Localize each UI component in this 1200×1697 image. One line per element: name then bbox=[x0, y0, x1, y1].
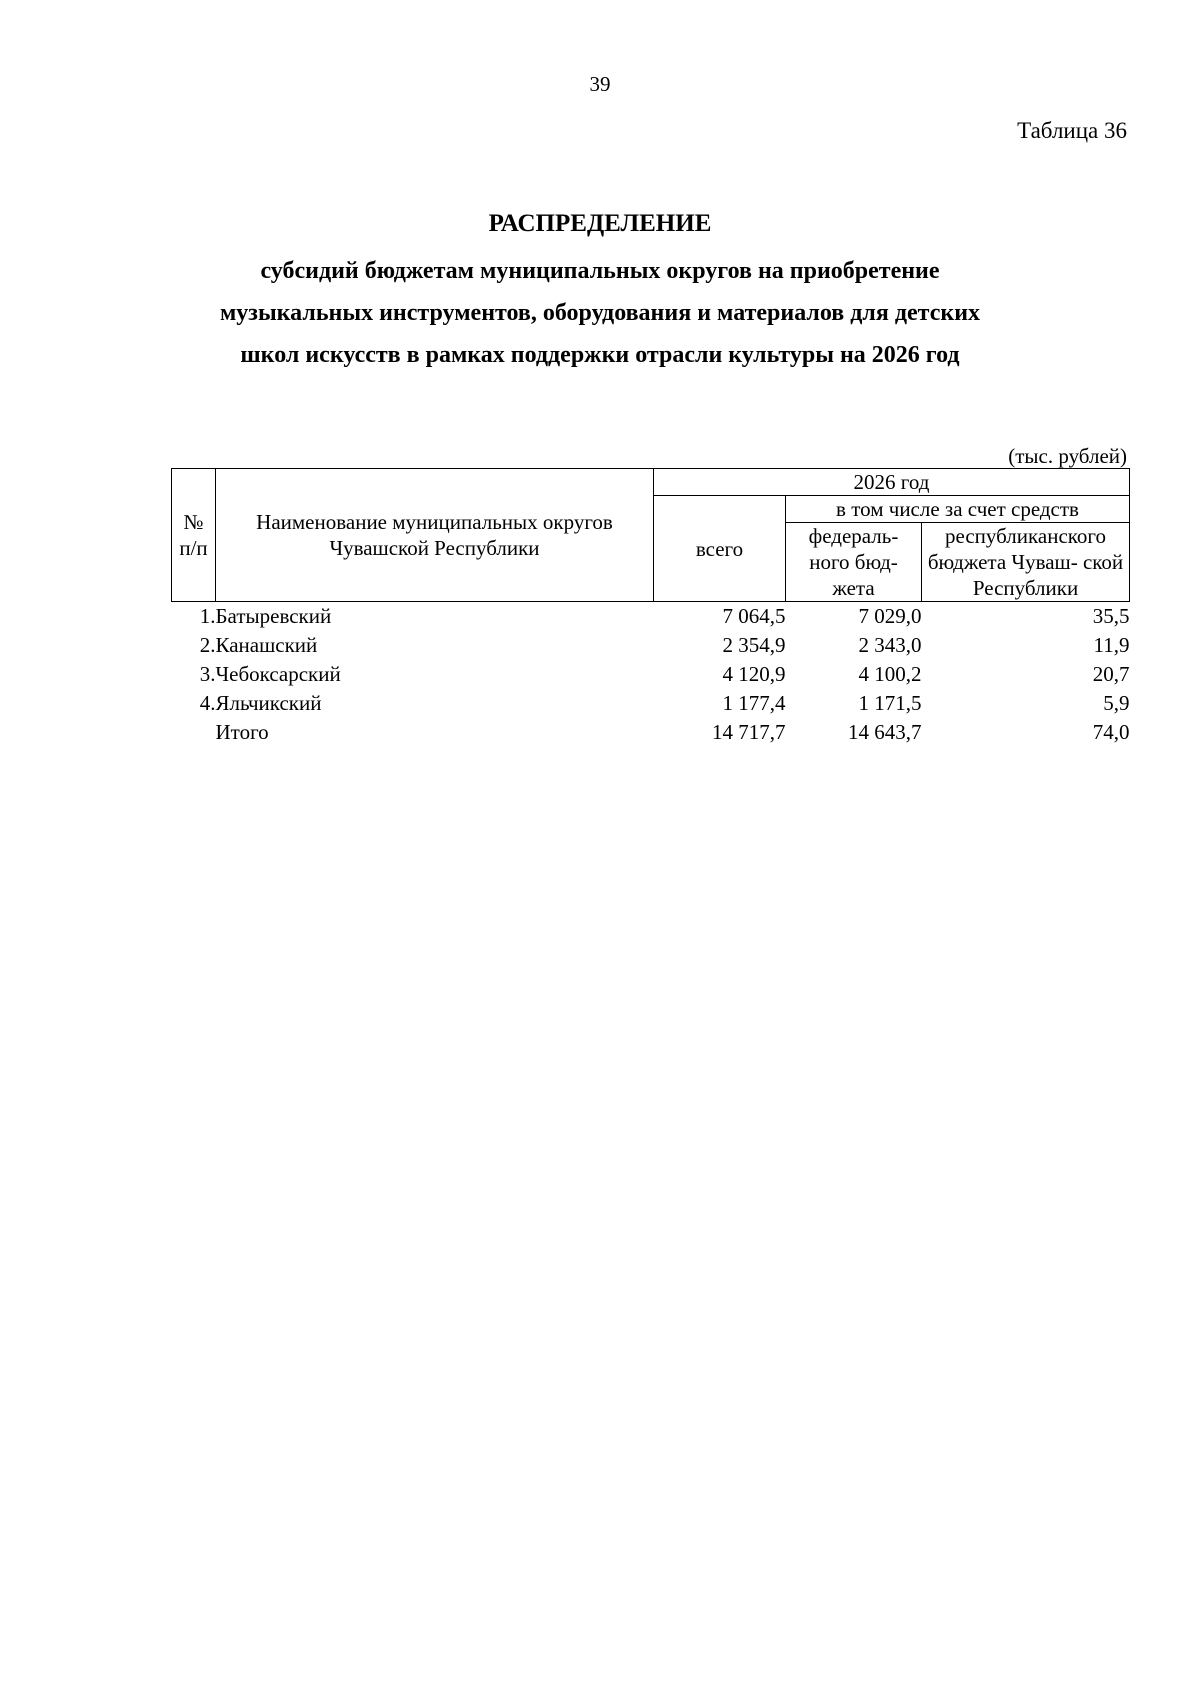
table-label: Таблица 36 bbox=[1017, 118, 1127, 143]
row-number: 3. bbox=[199, 662, 216, 686]
header-republican: республиканского бюджета Чуваш- ской Республики bbox=[922, 523, 1130, 602]
row-number: 4. bbox=[199, 691, 216, 715]
header-number: № п/п bbox=[172, 469, 216, 602]
row-name: Чебоксарский bbox=[215, 662, 341, 686]
page-number: 39 bbox=[589, 72, 611, 96]
title-line-3: школ искусств в рамках поддержки отрасли культуры на 2026 год bbox=[240, 342, 960, 368]
total-row bbox=[172, 718, 1130, 747]
total-row-federal: 14 643,7 bbox=[848, 720, 922, 744]
title-line-1: субсидий бюджетам муниципальных округов на приобретение bbox=[260, 258, 940, 284]
table-row bbox=[172, 660, 1130, 689]
header-federal: федераль- ного бюд- жета bbox=[786, 523, 922, 602]
table-row bbox=[172, 602, 1130, 632]
row-federal: 4 100,2 bbox=[858, 662, 922, 686]
row-republican: 20,7 bbox=[1092, 662, 1130, 686]
total-row-republican: 74,0 bbox=[1092, 720, 1130, 744]
row-federal: 1 171,5 bbox=[858, 691, 922, 715]
header-total: всего bbox=[654, 496, 786, 602]
distribution-table bbox=[171, 468, 1130, 747]
row-republican: 11,9 bbox=[1093, 633, 1130, 657]
header-name: Наименование муниципальных округов Чувашской Республики bbox=[216, 469, 654, 602]
row-number: 2. bbox=[199, 633, 216, 657]
row-number: 1. bbox=[199, 604, 216, 628]
row-republican: 35,5 bbox=[1092, 604, 1130, 628]
total-row-name: Итого bbox=[215, 720, 269, 744]
row-name: Батыревский bbox=[215, 604, 332, 628]
units-label: (тыс. рублей) bbox=[1008, 444, 1127, 468]
row-total: 4 120,9 bbox=[722, 662, 786, 686]
row-total: 2 354,9 bbox=[722, 633, 786, 657]
table-row bbox=[172, 631, 1130, 660]
title-line-2: музыкальных инструментов, оборудования и материалов для детских bbox=[219, 300, 981, 326]
row-federal: 7 029,0 bbox=[858, 604, 922, 628]
row-republican: 5,9 bbox=[1103, 691, 1130, 715]
total-row-number bbox=[172, 718, 216, 747]
table-row bbox=[172, 689, 1130, 718]
row-name: Яльчикский bbox=[215, 691, 322, 715]
document-title bbox=[0, 208, 1200, 376]
title-main: РАСПРЕДЕЛЕНИЕ bbox=[488, 210, 712, 237]
table-body bbox=[172, 602, 1130, 748]
header-including: в том числе за счет средств bbox=[786, 496, 1130, 523]
total-row-total: 14 717,7 bbox=[712, 720, 786, 744]
row-name: Канашский bbox=[215, 633, 318, 657]
row-total: 1 177,4 bbox=[722, 691, 786, 715]
header-year: 2026 год bbox=[654, 469, 1130, 496]
table-header bbox=[172, 469, 1130, 602]
row-total: 7 064,5 bbox=[722, 604, 786, 628]
row-federal: 2 343,0 bbox=[858, 633, 922, 657]
